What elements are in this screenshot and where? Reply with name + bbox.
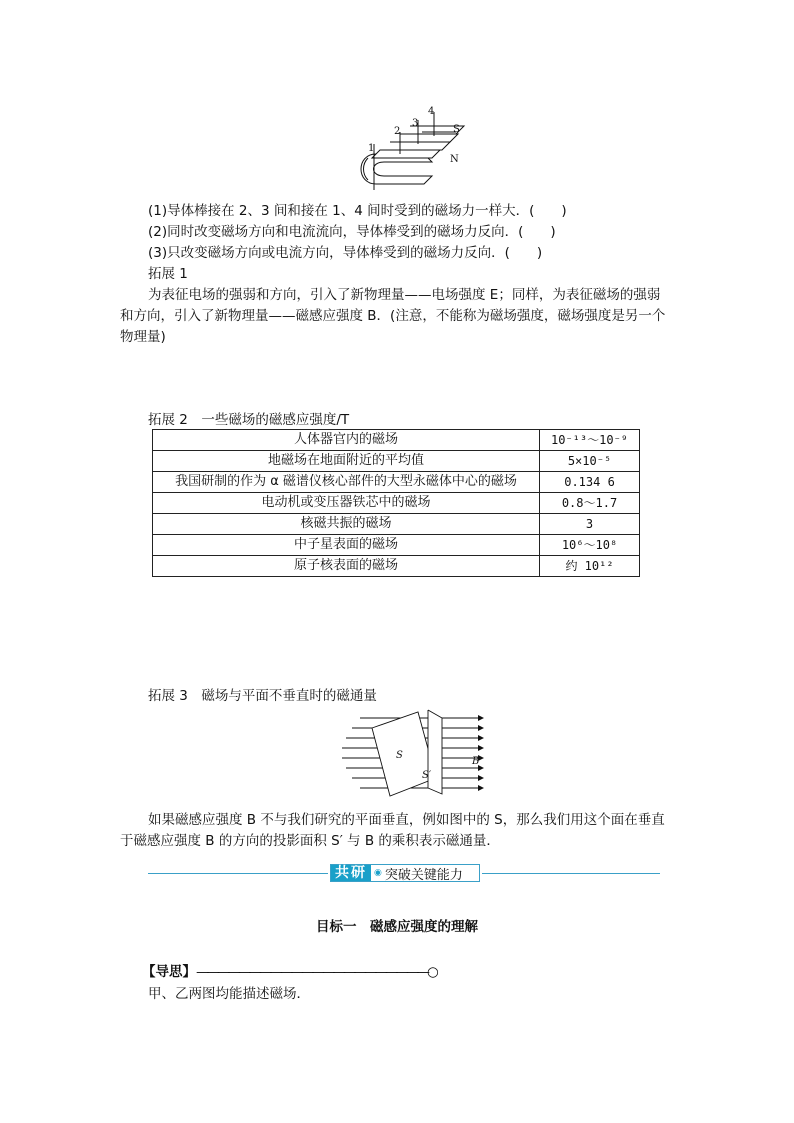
rail-label-2: 2 [394,126,401,137]
guide-dashes: ——————————————————————○ [196,964,436,980]
magnetic-field-table [152,429,640,577]
question-1: (1)导体棒接在 2、3 间和接在 1、4 间时受到的磁场力一样大．( ) [148,203,567,219]
field-name-cell: 人体器官内的磁场 [153,430,540,451]
guide-row [142,962,436,982]
field-label-b: B [472,756,480,767]
goal1-title: 目标一 磁感应强度的理解 [316,919,478,935]
banner-dot-icon: ◉ [374,868,382,878]
field-value-cell: 0.134 6 [540,472,640,493]
magnet-rails-figure [340,104,480,190]
ext3-line-1: 如果磁感应强度 B 不与我们研究的平面垂直，例如图中的 S，那么我们用这个面在垂直 [148,812,665,828]
rail-label-4: 4 [428,106,435,117]
field-value-cell: 3 [540,514,640,535]
field-name-cell: 电动机或变压器铁芯中的磁场 [153,493,540,514]
table-row [153,493,640,514]
field-value-cell: 10⁻¹³～10⁻⁹ [540,430,640,451]
rail-label-1: 1 [368,143,375,154]
field-name-cell: 我国研制的作为 α 磁谱仪核心部件的大型永磁体中心的磁场 [153,472,540,493]
rail-label-3: 3 [412,118,419,129]
table-row [153,514,640,535]
banner-tag: 共研 [331,865,371,881]
plane-label-s-prime: S′ [422,770,432,781]
field-value-cell: 约 10¹² [540,556,640,577]
section-banner [330,864,480,882]
ext3-title: 拓展 3 磁场与平面不垂直时的磁通量 [148,688,377,704]
ext3-line-2: 于磁感应强度 B 的方向的投影面积 S′ 与 B 的乘积表示磁通量． [120,833,500,849]
ext1-line-1: 为表征电场的强弱和方向，引入了新物理量——电场强度 E；同样，为表征磁场的强弱 [148,287,661,303]
guide-text: 甲、乙两图均能描述磁场． [148,986,310,1002]
field-name-cell: 原子核表面的磁场 [153,556,540,577]
table-row [153,556,640,577]
table-row [153,451,640,472]
ext1-line-2: 和方向，引入了新物理量——磁感应强度 B．(注意，不能称为磁场强度，磁场强度是另一个 [120,308,666,324]
table-row [153,472,640,493]
pole-label-n: N [450,154,459,165]
pole-label-s: S [453,124,460,135]
question-3: (3)只改变磁场方向或电流方向，导体棒受到的磁场力反向．( ) [148,245,543,261]
field-value-cell: 5×10⁻⁵ [540,451,640,472]
field-value-cell: 0.8～1.7 [540,493,640,514]
banner-text: 突破关键能力 [384,867,463,883]
banner-rule-left [148,873,328,874]
field-name-cell: 核磁共振的磁场 [153,514,540,535]
table-row [153,430,640,451]
field-value-cell: 10⁶～10⁸ [540,535,640,556]
plane-label-s: S [396,750,403,761]
ext1-line-3: 物理量) [120,329,166,345]
question-2: (2)同时改变磁场方向和电流流向，导体棒受到的磁场力反向．( ) [148,224,556,240]
flux-figure [338,708,488,800]
guide-label: 【导思】 [142,964,196,980]
banner-rule-right [482,873,660,874]
field-name-cell: 地磁场在地面附近的平均值 [153,451,540,472]
ext2-title: 拓展 2 一些磁场的磁感应强度/T [148,412,350,428]
field-name-cell: 中子星表面的磁场 [153,535,540,556]
table-row [153,535,640,556]
ext1-title: 拓展 1 [148,266,188,282]
